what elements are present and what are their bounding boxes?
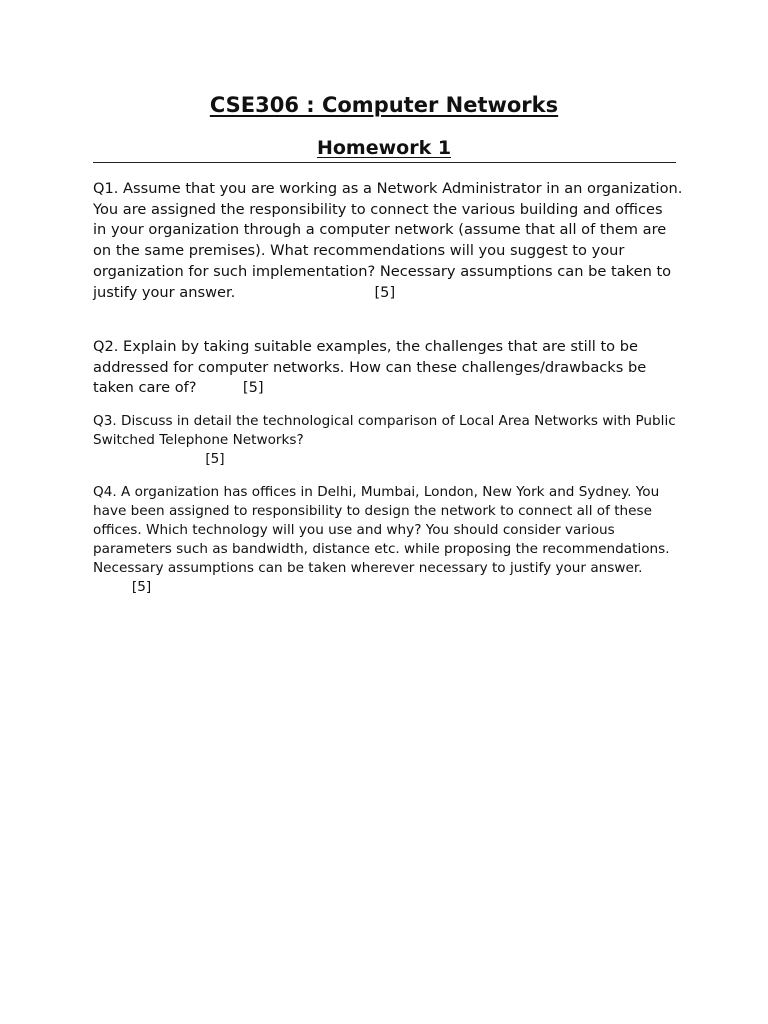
question-4: Q4. A organization has offices in Delhi, Mumbai, London, New York and Sydney. You have been assigned to responsibility to design the network to connect all of these offices. Which technology will you use and why? You should consider various parameters such as bandwidth, distance etc. while proposing the recommendations. Necessary assumptions can be taken wherever necessary to justify your answer. [5] [93,484,670,595]
page-title: CSE306 : Computer Networks [209,93,559,117]
header-divider [93,162,676,163]
question-3: Q3. Discuss in detail the technological comparison of Local Area Networks with Public Switched Telephone Networks? [5] [93,413,676,467]
homework-subtitle: Homework 1 [316,137,452,159]
question-2: Q2. Explain by taking suitable examples, the challenges that are still to be addressed for computer networks. How can these challenges/drawbacks be taken care of? [5] [93,338,651,397]
question-1: Q1. Assume that you are working as a Network Administrator in an organization. You are assigned the responsibility to connect the various building and offices in your organization through a computer network (assume that all of them are on the same premises). What recommendations will you suggest to your organization for such implementation? Necessary assumptions can be taken to justify your answer. [5] [93,180,688,301]
